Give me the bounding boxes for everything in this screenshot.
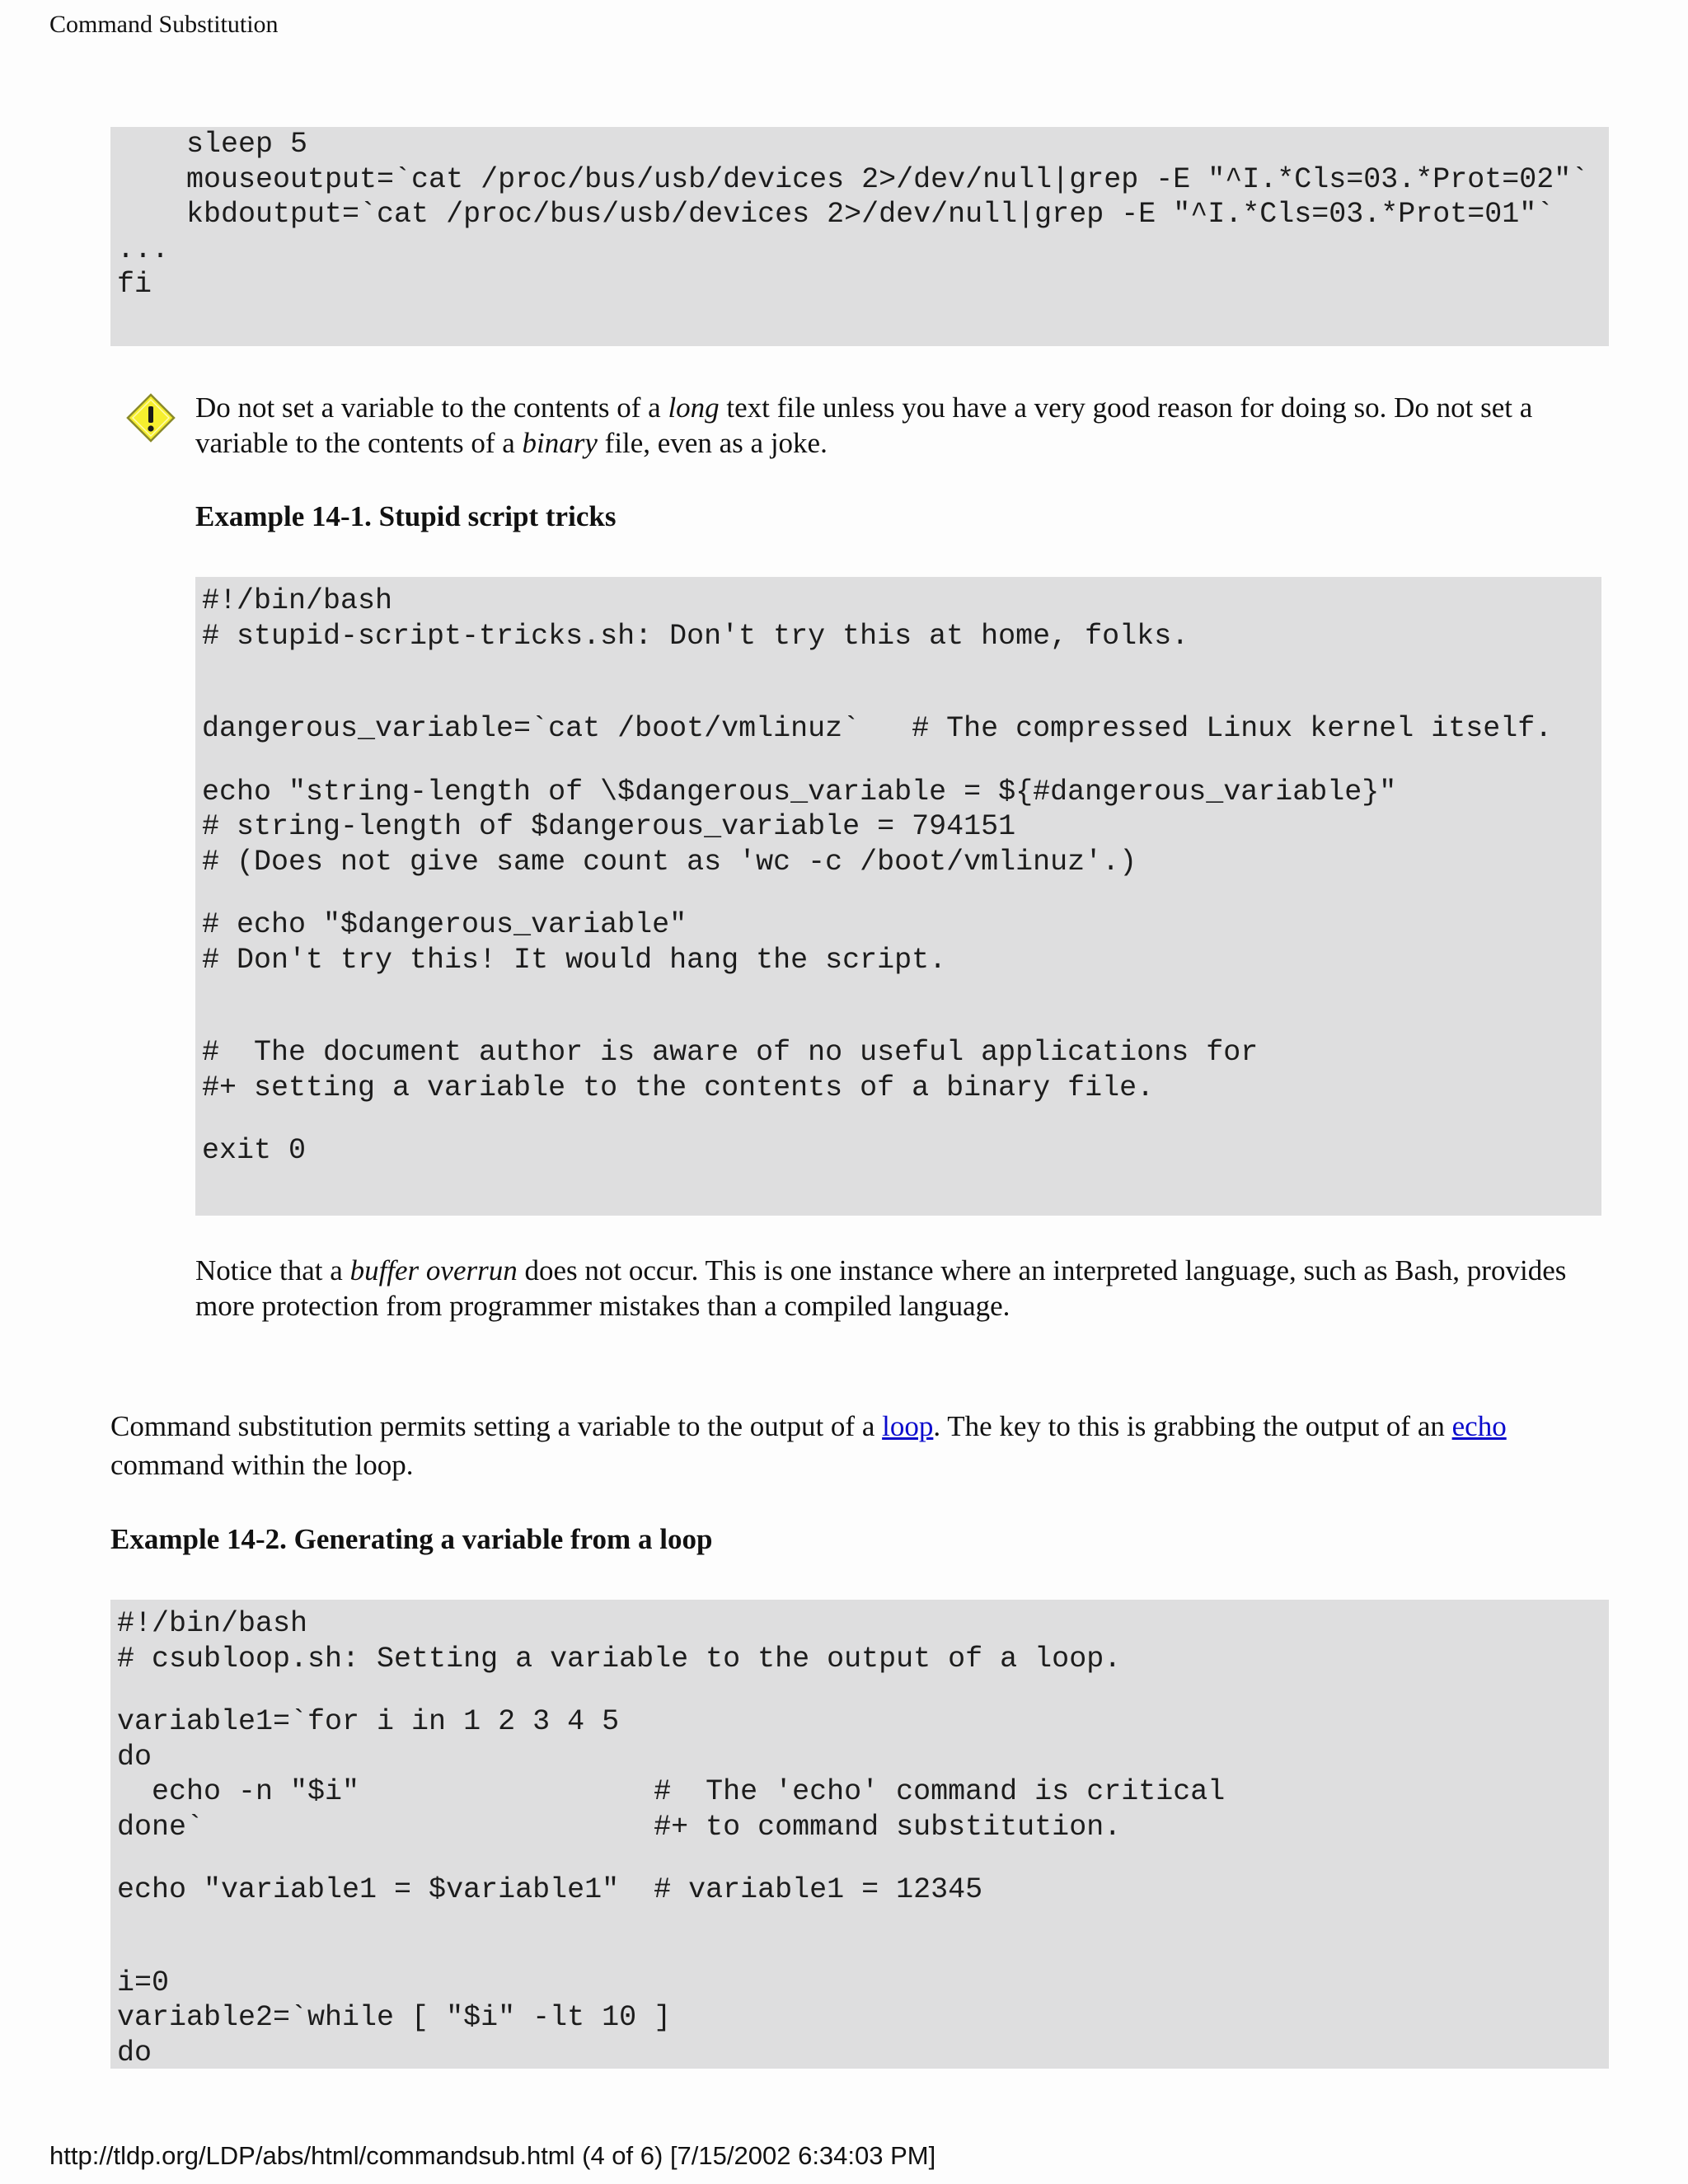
code-block-stupid-script-tricks: #!/bin/bash # stupid-script-tricks.sh: Don't try this at home, folks. dangerous_variable=`cat /boot/vmlinuz` # The compressed Linux kernel itself. echo "string-length of \$dangerous_variable = ${#dangerous_variable}" # string-length of $dangerous_variable = 794151 # (Does not give same count as 'wc -c /boot/vmlinuz'.) # echo "$dangerous_variable" # Don't try this! It would hang the script. # The document author is aware of no useful applications for #+ setting a variable to the contents of a binary file. exit 0 [195,577,1601,1216]
warning-triangle-icon [125,392,176,443]
loop-intro-paragraph: Command substitution permits setting a variable to the output of a loop. The key to this is grabbing the output of an echo command within the loop. [110,1410,1507,1481]
page-footer-url: http://tldp.org/LDP/abs/html/commandsub.html (4 of 6) [7/15/2002 6:34:03 PM] [49,2141,936,2170]
running-header: Command Substitution [49,11,279,38]
code-block-continuation [110,127,1609,346]
code-line: mouseoutput=`cat /proc/bus/usb/devices 2>/dev/null|grep -E "^I.*Cls=03.*Prot=02"` [117,162,1589,196]
loop-link[interactable]: loop [882,1410,934,1442]
example-14-1-title: Example 14-1. Stupid script tricks [195,500,617,532]
code-line: kbdoutput=`cat /proc/bus/usb/devices 2>/dev/null|grep -E "^I.*Cls=03.*Prot=01"` [117,198,1554,231]
warning-text: Do not set a variable to the contents of a long text file unless you have a very good reason for doing so. Do not set a variable to the contents of a binary file, even as a joke. [195,391,1533,459]
code-line: fi [117,268,152,301]
code-line: ... [117,232,170,266]
code-line: sleep 5 [117,128,308,161]
buffer-overrun-note: Notice that a buffer overrun does not occur. This is one instance where an interpreted language, such as Bash, provides more protection from programmer mistakes than a compiled language. [195,1254,1567,1322]
code-block-csubloop: #!/bin/bash # csubloop.sh: Setting a variable to the output of a loop. variable1=`for i in 1 2 3 4 5 do echo -n "$i" # The 'echo' command is critical done` #+ to command substitution. echo "variable1 = $variable1" # variable1 = 12345 i=0 variable2=`while [ "$i" -lt 10 ] do [110,1600,1609,2069]
example-14-2-title: Example 14-2. Generating a variable from a loop [110,1523,713,1555]
echo-link[interactable]: echo [1451,1410,1507,1442]
